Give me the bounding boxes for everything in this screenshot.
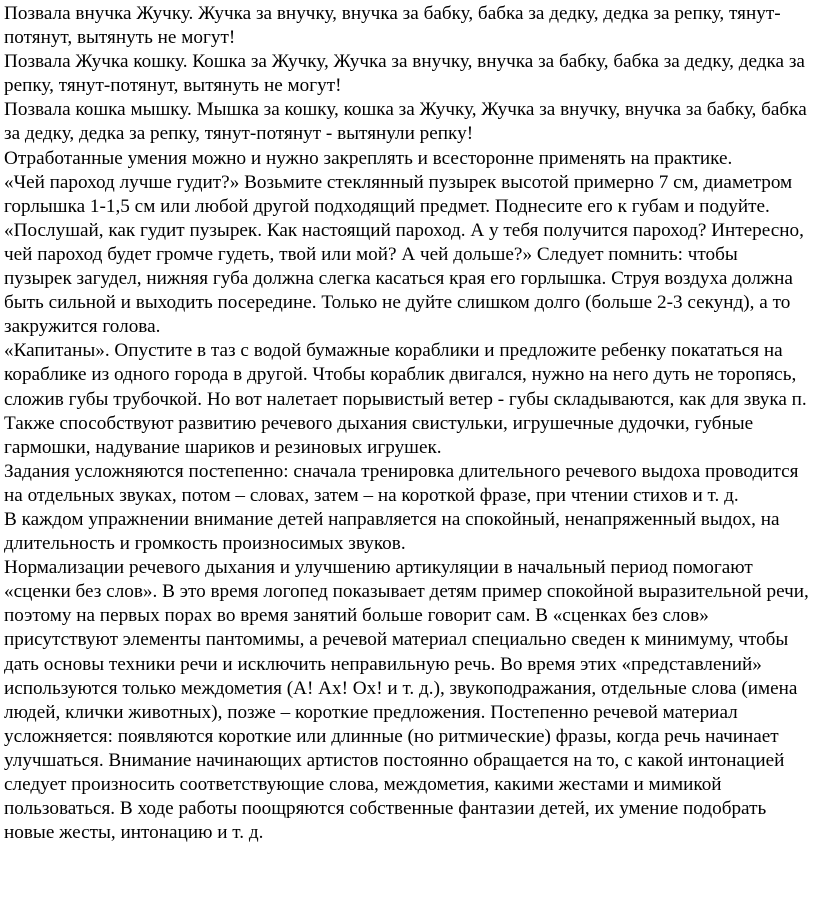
paragraph-2: Позвала Жучка кошку. Кошка за Жучку, Жучка за внучку, внучка за бабку, бабка за дедку, дедка за репку, тянут-потянут, вытянуть не могут!: [4, 51, 805, 97]
paragraph-4: Отработанные умения можно и нужно закреплять и всесторонне применять на практике.: [4, 147, 733, 169]
paragraph-3: Позвала кошка мышку. Мышка за кошку, кошка за Жучку, Жучка за внучку, внучка за бабку, бабка за дедку, дедка за репку, тянут-потянут - вытянули репку!: [4, 99, 807, 145]
paragraph-6: «Капитаны». Опустите в таз с водой бумажные кораблики и предложите ребенку покататься на кораблике из одного города в другой. Чтобы кораблик двигался, нужно на него дуть не торопясь, сложив губы трубочкой. Но вот налетает порывистый ветер - губы складываются, как для звука п.: [4, 340, 807, 410]
paragraph-8: Задания усложняются постепенно: сначала тренировка длительного речевого выдоха проводится на отдельных звуках, потом – словах, затем – на короткой фразе, при чтении стихов и т. д.: [4, 460, 799, 506]
paragraph-1: Позвала внучка Жучку. Жучка за внучку, внучка за бабку, бабка за дедку, дедка за репку, тянут-потянут, вытянуть не могут!: [4, 3, 781, 49]
paragraph-7: Также способствуют развитию речевого дыхания свистульки, игрушечные дудочки, губные гармошки, надувание шариков и резиновых игрушек.: [4, 412, 754, 458]
paragraph-5: «Чей пароход лучше гудит?» Возьмите стеклянный пузырек высотой примерно 7 см, диаметром горлышка 1-1,5 см или любой другой подходящий предмет. Поднесите его к губам и подуйте. «Послушай, как гудит пузырек. Как настоящий пароход. А у тебя получится пароход? Интересно, чей пароход будет громче гудеть, твой или мой? А чей дольше?» Следует помнить: чтобы пузырек загудел, нижняя губа должна слегка касаться края его горлышка. Струя воздуха должна быть сильной и выходить посередине. Только не дуйте слишком долго (больше 2-3 секунд), а то закружится голова.: [4, 171, 804, 338]
paragraph-10: Нормализации речевого дыхания и улучшению артикуляции в начальный период помогают «сценки без слов». В это время логопед показывает детям пример спокойной выразительной речи, поэтому на первых порах во время занятий больше говорит сам. В «сценках без слов» присутствуют элементы пантомимы, а речевой материал специально сведен к минимуму, чтобы дать основы техники речи и исключить неправильную речь. Во время этих «представлений» используются только междометия (А! Ах! Ох! и т. д.), звукоподражания, отдельные слова (имена людей, клички животных), позже – короткие предложения. Постепенно речевой материал усложняется: появляются короткие или длинные (но ритмические) фразы, когда речь начинает улучшаться. Внимание начинающих артистов постоянно обращается на то, с какой интонацией следует произносить соответствующие слова, междометия, какими жестами и мимикой пользоваться. В ходе работы поощряются собственные фантазии детей, их умение подобрать новые жесты, интонацию и т. д.: [4, 557, 809, 844]
paragraph-9: В каждом упражнении внимание детей направляется на спокойный, ненапряженный выдох, на длительность и громкость произносимых звуков.: [4, 508, 780, 555]
